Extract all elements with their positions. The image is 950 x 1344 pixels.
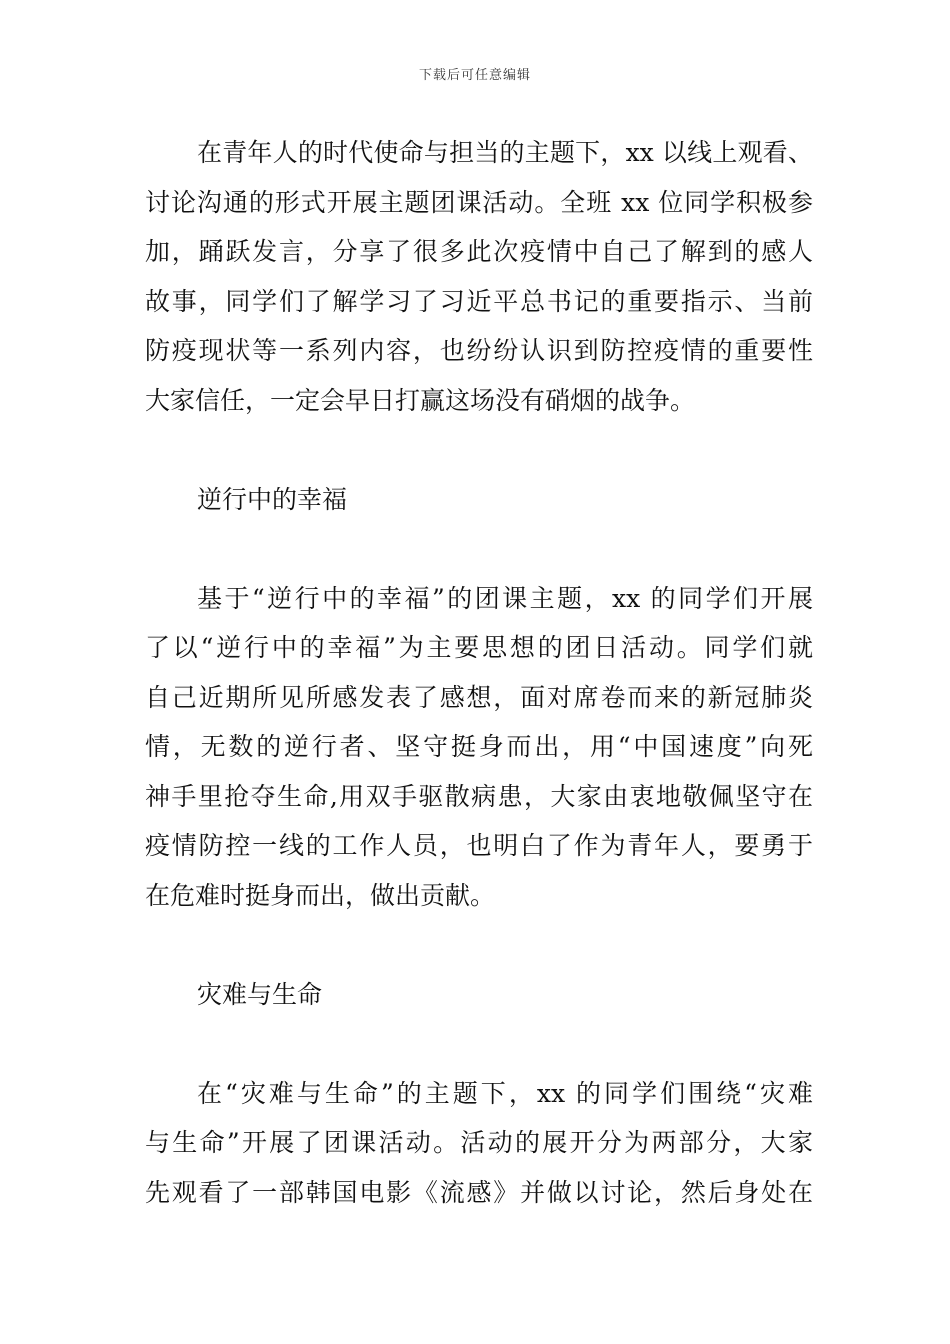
blank-line — [145, 1019, 813, 1069]
paragraph-line: 在青年人的时代使命与担当的主题下，xx 以线上观看、 — [197, 138, 813, 167]
header-note: 下载后可任意编辑 — [418, 68, 531, 83]
paragraph-line: 讨论沟通的形式开展主题团课活动。全班 xx 位同学积极参 — [145, 187, 813, 217]
paragraph-line: 在危难时挺身而出，做出贡献。 — [145, 880, 496, 910]
document-body — [145, 128, 813, 1217]
section-heading: 逆行中的幸福 — [197, 484, 348, 514]
paragraph-line: 防疫现状等一系列内容，也纷纷认识到防控疫情的重要性 — [145, 336, 813, 365]
paragraph-line: 神手里抢夺生命,用双手驱散病患，大家由衷地敬佩坚守在 — [145, 781, 813, 811]
blank-line — [145, 425, 813, 475]
section-heading: 灾难与生命 — [197, 979, 323, 1009]
paragraph-line: 先观看了一部韩国电影《流感》并做以讨论，然后身处在 — [145, 1177, 813, 1207]
paragraph-line: 故事，同学们了解学习了习近平总书记的重要指示、当前 — [145, 286, 813, 316]
paragraph-line: 基于“逆行中的幸福”的团课主题，xx 的同学们开展 — [197, 583, 813, 613]
blank-line — [145, 920, 813, 970]
paragraph-line: 加，踊跃发言，分享了很多此次疫情中自己了解到的感人 — [145, 237, 813, 266]
paragraph-line: 自己近期所见所感发表了感想，面对席卷而来的新冠肺炎 — [145, 682, 813, 712]
paragraph-line: 疫情防控一线的工作人员，也明白了作为青年人，要勇于 — [145, 831, 813, 860]
paragraph-line: 情，无数的逆行者、坚守挺身而出，用“中国速度”向死 — [145, 732, 813, 761]
paragraph-line: 与生命”开展了团课活动。活动的展开分为两部分，大家 — [145, 1128, 813, 1157]
paragraph-line: 在“灾难与生命”的主题下，xx 的同学们围绕“灾难 — [197, 1078, 813, 1108]
blank-line — [145, 524, 813, 574]
paragraph-line: 大家信任，一定会早日打赢这场没有硝烟的战争。 — [145, 385, 696, 415]
paragraph-line: 了以“逆行中的幸福”为主要思想的团日活动。同学们就 — [145, 633, 813, 662]
